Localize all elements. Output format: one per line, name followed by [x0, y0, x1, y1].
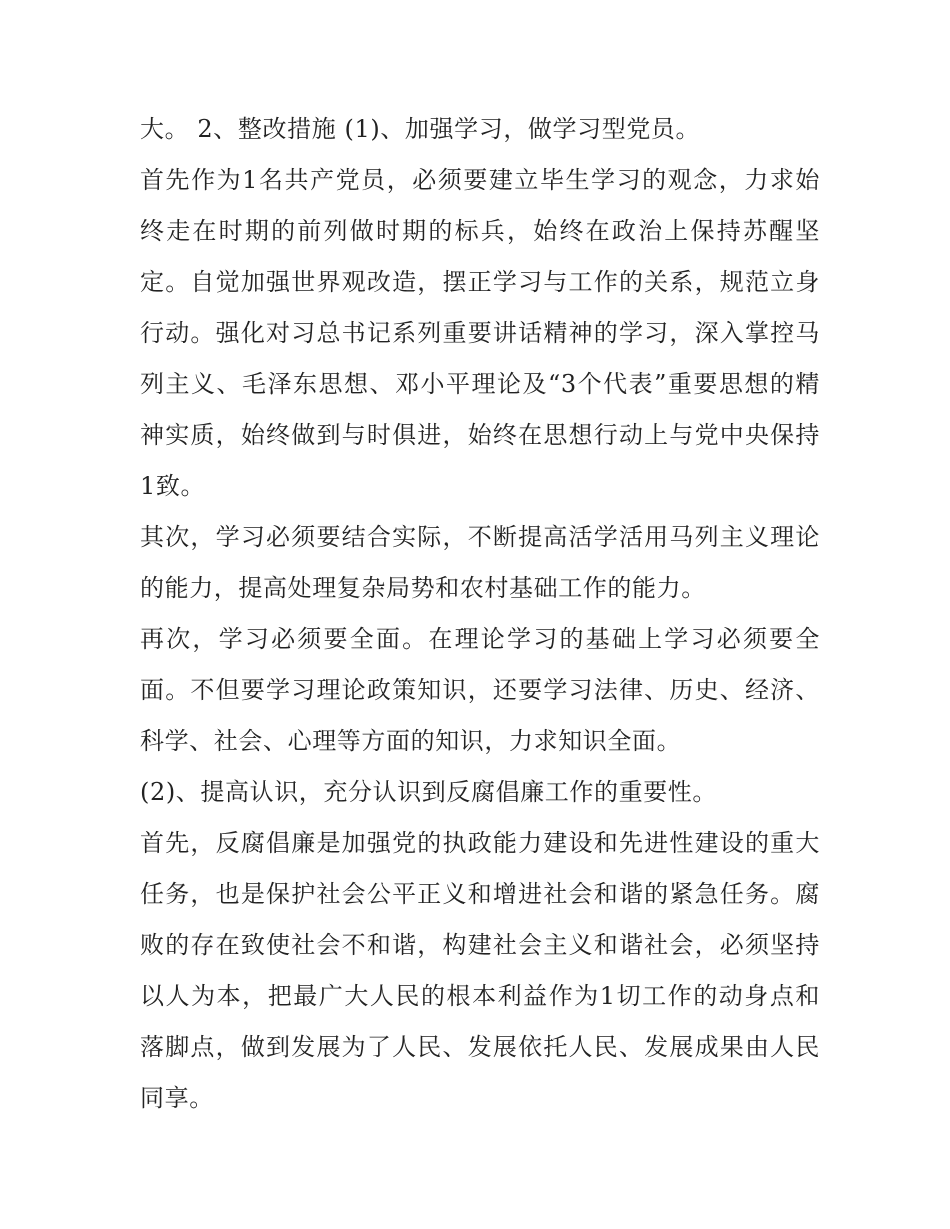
paragraph-third-study: 再次，学习必须要全面。在理论学习的基础上学习必须要全面。不但要学习理论政策知识，还要学习法律、历史、经济、科学、社会、心理等方面的知识，力求知识全面。: [140, 625, 820, 755]
paragraph-second-study: 其次，学习必须要结合实际，不断提高活学活用马列主义理论的能力，提高处理复杂局势和农村基础工作的能力。: [140, 523, 820, 602]
paragraph-rectification-heading: 大。 2、整改措施 (1)、加强学习，做学习型党员。: [140, 115, 701, 143]
paragraph-first-study: 首先作为1名共产党员，必须要建立毕生学习的观念，力求始终走在时期的前列做时期的标兵，始终在政治上保持苏醒坚定。自觉加强世界观改造，摆正学习与工作的关系，规范立身行动。强化对习总书记系列重要讲话精神的学习，深入掌控马列主义、毛泽东思想、邓小平理论及“3个代表”重要思想的精神实质，始终做到与时俱进，始终在思想行动上与党中央保持1致。: [140, 166, 820, 500]
document-body: [140, 104, 820, 1124]
paragraph-awareness-heading: (2)、提高认识，充分认识到反腐倡廉工作的重要性。: [140, 778, 717, 806]
paragraph-anti-corruption: 首先，反腐倡廉是加强党的执政能力建设和先进性建设的重大任务，也是保护社会公平正义和增进社会和谐的紧急任务。腐败的存在致使社会不和谐，构建社会主义和谐社会，必须坚持以人为本，把最广大人民的根本利益作为1切工作的动身点和落脚点，做到发展为了人民、发展依托人民、发展成果由人民同享。: [140, 829, 820, 1112]
